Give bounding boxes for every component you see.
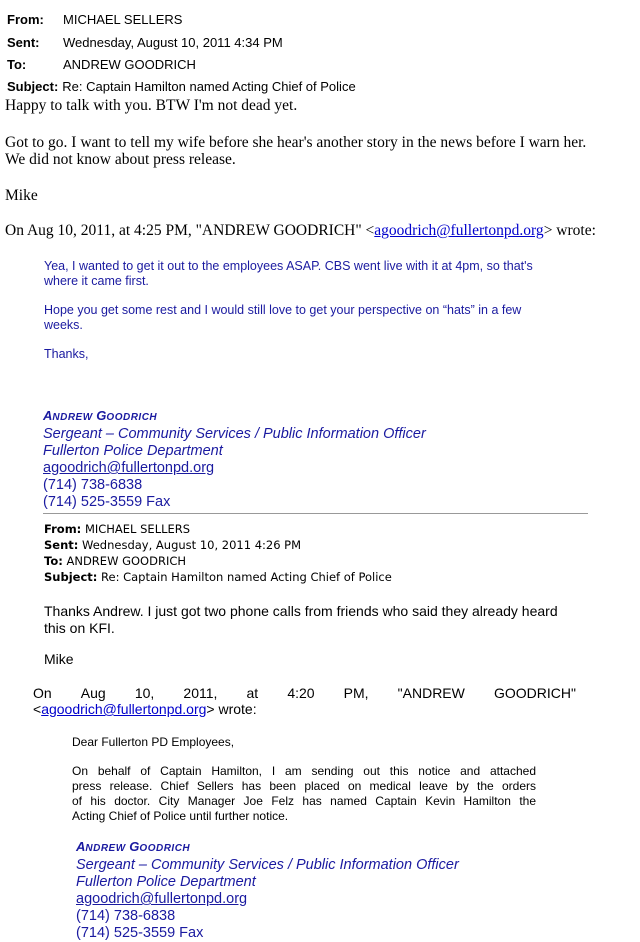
quote-intro-post: > wrote: [543, 222, 596, 239]
msg2-to-row: To: ANDREW GOODRICH [44, 554, 187, 568]
msg2-intro: On Aug 10, 2011, at 4:20 PM, "ANDREW GOODRICH" [33, 685, 576, 701]
signature-phone: (714) 738-6838 [43, 477, 143, 493]
sent-value: Wednesday, August 10, 2011 4:34 PM [63, 35, 283, 50]
signature-title: Sergeant – Community Services / Public Information Officer [43, 426, 426, 442]
signature2-name: ANDREW GOODRICH [76, 839, 191, 854]
subject-value: Re: Captain Hamilton named Acting Chief of Police [62, 79, 356, 94]
reply1-p1a: Yea, I wanted to get it out to the employees ASAP. CBS went live with it at 4pm, so that's [44, 259, 533, 273]
msg3-p3: of his doctor. City Manager Joe Felz has named Captain Kevin Hamilton the [72, 794, 536, 808]
quote-intro-pre: On Aug 10, 2011, at 4:25 PM, "ANDREW GOODRICH" < [5, 222, 375, 239]
reply1-p2b: weeks. [44, 318, 83, 332]
from-value: MICHAEL SELLERS [63, 12, 183, 27]
body-signoff: Mike [5, 187, 38, 204]
signature-email-link[interactable]: agoodrich@fullertonpd.org [43, 460, 215, 476]
signature-block [43, 407, 426, 511]
to-row [7, 57, 196, 72]
msg2-subject-row: Subject: Re: Captain Hamilton named Acting Chief of Police [44, 570, 392, 584]
signature2-phone: (714) 738-6838 [76, 908, 176, 924]
msg2-intro-email-link[interactable]: agoodrich@fullertonpd.org [41, 701, 207, 717]
msg3-p1: On behalf of Captain Hamilton, I am sending out this notice and attached [72, 764, 536, 778]
quote-intro [5, 222, 596, 240]
msg2-body-b: this on KFI. [44, 620, 115, 636]
signature-fax: (714) 525-3559 Fax [43, 494, 171, 510]
signature2-title: Sergeant – Community Services / Public Information Officer [76, 857, 459, 873]
body-line-1: Happy to talk with you. BTW I'm not dead yet. [5, 97, 298, 114]
signature-dept: Fullerton Police Department [43, 443, 223, 459]
signature-block-2 [76, 838, 459, 942]
signature-name: ANDREW GOODRICH [43, 408, 158, 423]
sent-row [7, 35, 283, 50]
quote-intro-email-link[interactable]: agoodrich@fullertonpd.org [374, 222, 544, 239]
from-row [7, 12, 182, 27]
msg3-p2: press release. Chief Sellers has been placed on medical leave by the orders [72, 779, 536, 793]
reply1-thanks: Thanks, [44, 347, 89, 361]
body-line-2b: We did not know about press release. [5, 151, 236, 168]
subject-row [7, 79, 356, 94]
msg2-intro-email-row: <agoodrich@fullertonpd.org> wrote: [33, 701, 257, 717]
msg2-sent-row: Sent: Wednesday, August 10, 2011 4:26 PM [44, 538, 302, 552]
reply1-p2a: Hope you get some rest and I would still love to get your perspective on “hats” in a few [44, 303, 522, 317]
to-value: ANDREW GOODRICH [63, 57, 196, 72]
divider [43, 513, 588, 514]
signature2-dept: Fullerton Police Department [76, 874, 256, 890]
to-label: To: [7, 57, 27, 72]
signature2-email-link[interactable]: agoodrich@fullertonpd.org [76, 891, 248, 907]
subject-label: Subject: [7, 79, 59, 94]
signature2-fax: (714) 525-3559 Fax [76, 925, 204, 941]
msg2-from-row: From: MICHAEL SELLERS [44, 522, 191, 536]
from-label: From: [7, 12, 44, 27]
reply1-p1b: where it came first. [44, 274, 149, 288]
msg2-signoff: Mike [44, 651, 74, 667]
msg3-greeting: Dear Fullerton PD Employees, [72, 735, 235, 749]
msg3-p4: Acting Chief of Police until further notice. [72, 809, 289, 823]
msg2-body-a: Thanks Andrew. I just got two phone calls from friends who said they already heard [44, 603, 558, 619]
sent-label: Sent: [7, 35, 40, 50]
body-line-2a: Got to go. I want to tell my wife before she hear's another story in the news before I warn her. [5, 134, 587, 151]
